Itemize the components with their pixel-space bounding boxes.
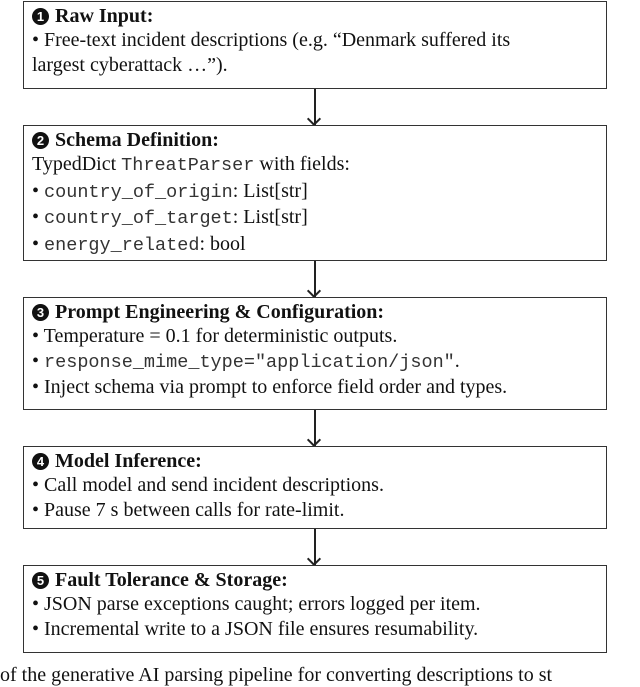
step-3-line-1-text: Temperature = 0.1 for deterministic outputs. — [43, 325, 398, 347]
field-name-code: country_of_origin — [44, 181, 233, 203]
step-3-line-1 — [32, 324, 606, 349]
step-1-raw-input-box — [23, 1, 607, 89]
intro-after-text: with fields: — [254, 153, 350, 175]
schema-field-row — [32, 205, 606, 232]
step-number-badge-icon: 2 — [32, 132, 49, 149]
bullet: • — [32, 617, 45, 640]
step-4-model-inference-box — [23, 446, 607, 529]
bullet: • — [32, 325, 44, 347]
step-5-line-1 — [32, 592, 606, 617]
step-number-badge-icon: 3 — [32, 304, 49, 321]
schema-field-row — [32, 232, 606, 259]
step-3-line-3 — [32, 375, 606, 400]
step-5-line-2 — [32, 617, 606, 642]
step-5-title — [32, 568, 606, 592]
step-2-title — [32, 128, 606, 152]
step-3-line-2 — [32, 349, 606, 376]
step-3-title-text: Prompt Engineering & Configuration: — [55, 301, 385, 323]
step-5-title-text: Fault Tolerance & Storage: — [55, 569, 288, 591]
step-number-badge-icon: 4 — [32, 453, 49, 470]
step-4-title-text: Model Inference: — [55, 450, 202, 472]
step-5-line-2-text: Incremental write to a JSON file ensures resumability. — [44, 617, 479, 640]
arrow-2-to-3-icon — [314, 261, 316, 297]
bullet: • — [32, 474, 45, 496]
field-name-code: energy_related — [44, 234, 200, 256]
bullet: • — [32, 498, 45, 521]
step-1-line-2 — [32, 53, 606, 78]
intro-before-text: TypedDict — [32, 153, 122, 175]
field-type-text: : List[str] — [232, 179, 308, 202]
step-1-line-2-text: largest cyberattack …”). — [32, 53, 228, 76]
step-5-line-1-text: JSON parse exceptions caught; errors logged per item. — [44, 593, 481, 615]
step-1-line-1-text: Free-text incident descriptions (e.g. “Denmark suffered its — [44, 29, 511, 51]
bullet: • — [32, 349, 45, 372]
step-2-title-text: Schema Definition: — [55, 129, 219, 151]
field-name-code: country_of_target — [44, 208, 233, 229]
bullet: • — [32, 29, 45, 51]
step-1-title-text: Raw Input: — [55, 5, 154, 27]
step-number-badge-icon: 5 — [32, 572, 49, 589]
step-3-prompt-engineering-box — [23, 297, 607, 410]
schema-field-row — [32, 179, 606, 206]
bullet: • — [32, 206, 45, 228]
step-4-line-2 — [32, 498, 606, 523]
typeddict-name-code: ThreatParser — [121, 155, 255, 176]
bullet: • — [32, 376, 45, 398]
step-5-fault-tolerance-box — [23, 565, 607, 653]
step-3-title — [32, 300, 606, 324]
figure-caption-partial: of the generative AI parsing pipeline for converting descriptions to st — [0, 664, 553, 686]
step-4-title — [32, 449, 606, 473]
step-3-line-3-text: Inject schema via prompt to enforce field order and types. — [44, 376, 508, 398]
step-2-schema-definition-box — [23, 125, 607, 261]
step-2-intro — [32, 152, 606, 179]
step-1-line-1 — [32, 28, 606, 53]
step-number-badge-icon: 1 — [32, 8, 49, 25]
arrow-1-to-2-icon — [314, 89, 316, 125]
period-text: . — [454, 349, 460, 372]
mime-type-code: response_mime_type="application/json" — [44, 351, 455, 373]
step-1-title — [32, 4, 606, 28]
step-4-line-1 — [32, 473, 606, 498]
step-4-line-2-text: Pause 7 s between calls for rate-limit. — [44, 498, 345, 521]
arrow-4-to-5-icon — [314, 529, 316, 565]
arrow-3-to-4-icon — [314, 410, 316, 446]
bullet: • — [32, 593, 45, 615]
bullet: • — [32, 232, 45, 255]
step-4-line-1-text: Call model and send incident descriptions. — [44, 474, 384, 496]
field-type-text: : List[str] — [232, 206, 308, 228]
field-type-text: : bool — [199, 232, 246, 255]
bullet: • — [32, 179, 45, 202]
